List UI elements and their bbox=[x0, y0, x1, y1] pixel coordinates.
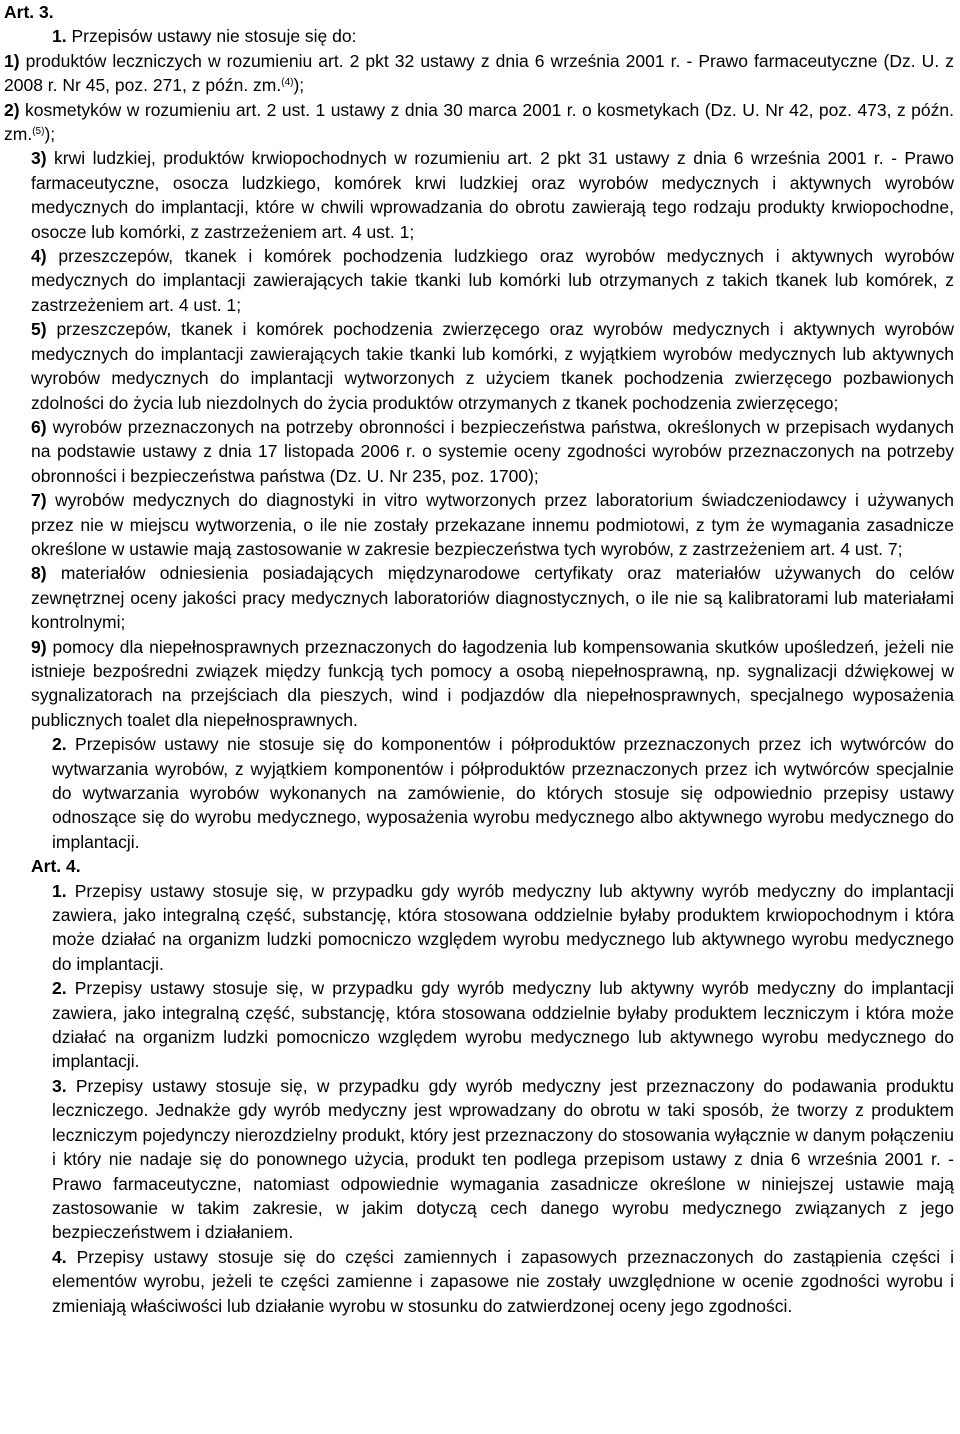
ust-text: Przepisów ustawy nie stosuje się do komponentów i półproduktów przeznaczonych przez ich wytwórców do wytwarzania wyrobów, z wyjątkiem komponentów i półproduktów przeznaczonych przez ich wytwórców specjalnie do wytwarzania wyrobów wykonanych na zamówienie, do których stosuje się odpowiednio przepisy ustawy odnoszące się do wyrobu medycznego, wyposażenia wyrobu medycznego albo aktywnego wyrobu medycznego do implantacji. bbox=[52, 734, 954, 852]
article-4-heading: Art. 4. bbox=[31, 856, 81, 877]
item-number: 1) bbox=[4, 50, 20, 71]
art4-ust1 bbox=[4, 879, 954, 977]
ust-number: 2. bbox=[52, 734, 67, 755]
ust-text: Przepisy ustawy stosuje się, w przypadku gdy wyrób medyczny jest przeznaczony do podawania produktu leczniczego. Jednakże gdy wyrób medyczny jest wprowadzany do obrotu w taki sposób, że tworzy z produktem leczniczym pojedynczy nierozdzielny produkt, który jest przeznaczony do stosowania wyłącznie w danym połączeniu i który nie nadaje się do ponownego użycia, produkt ten podlega przepisom ustawy z dnia 6 września 2001 r. - Prawo farmaceutyczne, natomiast odpowiednie wymagania zasadnicze określone w niniejszej ustawie mają zastosowanie w takim zakresie, w jakim dotyczą cech danego wyrobu medycznego związanych z jego bezpieczeństwem i działaniem. bbox=[52, 1075, 954, 1243]
ust-text: Przepisy ustawy stosuje się, w przypadku gdy wyrób medyczny lub aktywny wyrób medyczny do implantacji zawiera, jako integralną część, substancję, która stosowana oddzielnie byłaby produktem leczniczym i która może działać na organizm ludzki pomocniczo względem wyrobu medycznego lub aktywnego wyrobu medycznego do implantacji. bbox=[52, 978, 954, 1072]
art3-item-8 bbox=[4, 561, 954, 634]
art3-item-2 bbox=[4, 98, 954, 147]
ust-number: 3. bbox=[52, 1075, 67, 1096]
ust-number: 2. bbox=[52, 978, 67, 999]
art4-ust4 bbox=[4, 1245, 954, 1318]
item-number: 5) bbox=[31, 319, 47, 340]
item-text: przeszczepów, tkanek i komórek pochodzenia zwierzęcego oraz wyrobów medycznych i aktywnych wyrobów medycznych do implantacji zawierających takie tkanki lub komórki, z wyjątkiem wyrobów medycznych lub aktywnych wyrobów medycznych do implantacji wytworzonych z użyciem tkanek pochodzenia zwierzęcego pozbawionych zdolności do życia lub niezdolnych do życia produktów otrzymanych z tkanek pochodzenia zwierzęcego; bbox=[31, 319, 954, 413]
art3-ust1 bbox=[4, 24, 954, 48]
item-text: materiałów odniesienia posiadających międzynarodowe certyfikaty oraz materiałów używanych do celów zewnętrznej oceny jakości pracy medycznych laboratoriów diagnostycznych, o ile nie są kalibratorami lub materiałami kontrolnymi; bbox=[31, 563, 954, 633]
art3-item-4 bbox=[4, 244, 954, 317]
item-text-end: ); bbox=[293, 75, 305, 96]
item-number: 8) bbox=[31, 563, 47, 584]
item-text: przeszczepów, tkanek i komórek pochodzenia ludzkiego oraz wyrobów medycznych i aktywnych wyrobów medycznych do implantacji zawierających takie tkanki lub komórki lub otrzymanych z takich tkanek lub komórek, z zastrzeżeniem art. 4 ust. 1; bbox=[31, 246, 954, 315]
ust-text: Przepisy ustawy stosuje się do części zamiennych i zapasowych przeznaczonych do zastąpienia części i elementów wyrobu, jeżeli te części zamienne i zapasowe nie zostały uwzględnione w ocenie zgodności wyrobu i zmieniają właściwości lub działanie wyrobu w stosunku do zatwierdzonej oceny jego zgodności. bbox=[52, 1246, 954, 1316]
article-3-heading: Art. 3. bbox=[4, 2, 54, 22]
ust-text: Przepisów ustawy nie stosuje się do: bbox=[71, 26, 357, 47]
ust-number: 1. bbox=[52, 880, 67, 901]
item-text: pomocy dla niepełnosprawnych przeznaczonych do łagodzenia lub kompensowania skutków upośledzeń, jeżeli nie istnieje bezpośredni związek między funkcją tych pomocy a osobą niepełnosprawną, np. sygnalizacji dźwiękowej w sygnalizatorach na przejściach dla pieszych, wind i podjazdów dla niepełnosprawnych, specjalnego wyposażenia publicznych toalet dla niepełnosprawnych. bbox=[31, 636, 954, 730]
art3-item-3 bbox=[4, 146, 954, 244]
ust-number: 1. bbox=[52, 26, 67, 47]
art3-item-1 bbox=[4, 49, 954, 98]
ust-number: 4. bbox=[52, 1246, 67, 1267]
item-number: 6) bbox=[31, 416, 47, 437]
art3-item-7 bbox=[4, 488, 954, 561]
art3-item-9 bbox=[4, 635, 954, 733]
art3-item-6 bbox=[4, 415, 954, 488]
item-text: wyrobów medycznych do diagnostyki in vitro wytworzonych przez laboratorium świadczeniodawcy i używanych przez nie w miejscu wytworzenia, o ile nie zostały przekazane innemu podmiotowi, z tym że wymagania zasadnicze określone w ustawie mają zastosowanie w zakresie bezpieczeństwa tych wyrobów, z zastrzeżeniem art. 4 ust. 7; bbox=[31, 490, 954, 559]
art4-ust3 bbox=[4, 1074, 954, 1245]
art3-ust2 bbox=[4, 732, 954, 854]
item-text-end: ); bbox=[44, 124, 56, 145]
item-text: kosmetyków w rozumieniu art. 2 ust. 1 ustawy z dnia 30 marca 2001 r. o kosmetykach (Dz. U. Nr 42, poz. 473, z późn. zm. bbox=[4, 99, 954, 145]
ust-text: Przepisy ustawy stosuje się, w przypadku gdy wyrób medyczny lub aktywny wyrób medyczny do implantacji zawiera, jako integralną część, substancję, która stosowana oddzielnie byłaby produktem krwiopochodnym i która może działać na organizm ludzki pomocniczo względem wyrobu medycznego lub aktywnego wyrobu medycznego do implantacji. bbox=[52, 880, 954, 974]
art4-ust2 bbox=[4, 976, 954, 1074]
item-number: 3) bbox=[31, 148, 47, 169]
item-text: wyrobów przeznaczonych na potrzeby obronności i bezpieczeństwa państwa, określonych w przepisach wydanych na podstawie ustawy z dnia 17 listopada 2006 r. o systemie oceny zgodności wyrobów przeznaczonych na potrzeby obronności i bezpieczeństwa państwa (Dz. U. Nr 235, poz. 1700); bbox=[31, 416, 954, 486]
item-number: 2) bbox=[4, 99, 20, 120]
item-number: 9) bbox=[31, 636, 47, 657]
item-number: 4) bbox=[31, 246, 47, 267]
item-number: 7) bbox=[31, 490, 47, 511]
item-text: krwi ludzkiej, produktów krwiopochodnych w rozumieniu art. 2 pkt 31 ustawy z dnia 6 września 2001 r. - Prawo farmaceutyczne, osocza ludzkiego, komórek krwi ludzkiej oraz wyrobów medycznych i aktywnych wyrobów medycznych do implantacji, które w chwili wprowadzania do obrotu zawierają tego rodzaju produkty krwiopochodne, osocze lub komórki, z zastrzeżeniem art. 4 ust. 1; bbox=[31, 148, 955, 242]
art3-item-5 bbox=[4, 317, 954, 415]
item-text: produktów leczniczych w rozumieniu art. 2 pkt 32 ustawy z dnia 6 września 2001 r. - Prawo farmaceutyczne (Dz. U. z 2008 r. Nr 45, poz. 271, z późn. zm. bbox=[4, 50, 954, 96]
footnote-ref: (4) bbox=[281, 77, 294, 89]
footnote-ref: (5) bbox=[32, 126, 45, 138]
